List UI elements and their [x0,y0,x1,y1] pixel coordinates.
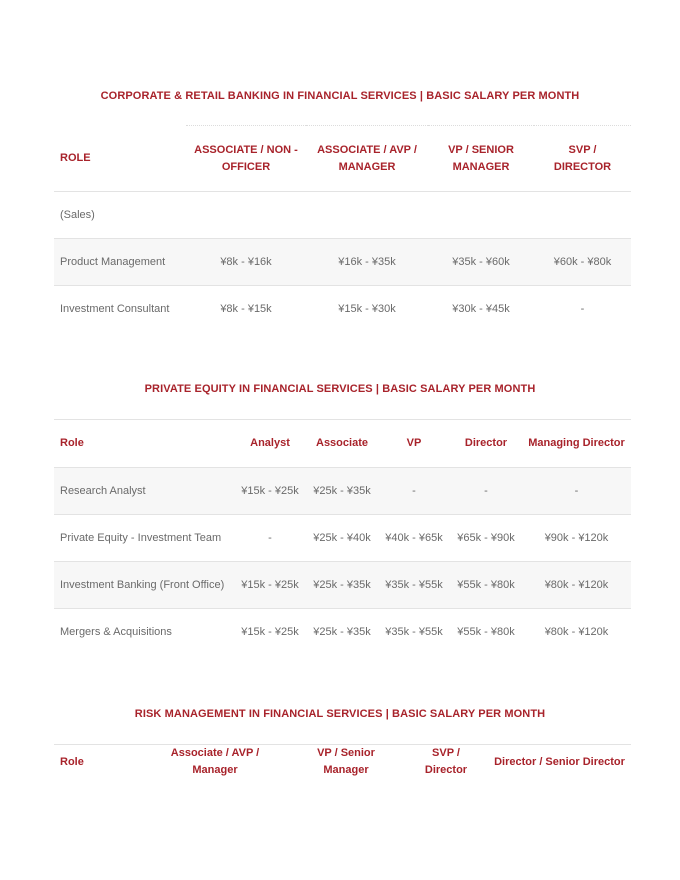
column-header-associate: Associate [306,420,378,468]
column-header-vp-senior-manager: VP / SENIOR MANAGER [428,126,534,192]
salary-cell: ¥25k - ¥40k [306,515,378,562]
table-row [54,468,631,515]
role-cell: Investment Consultant [54,286,186,333]
salary-cell: ¥15k - ¥30k [306,286,428,333]
section-title-corporate-retail-banking: CORPORATE & RETAIL BANKING IN FINANCIAL SERVICES | BASIC SALARY PER MONTH [100,90,580,102]
salary-cell: ¥25k - ¥35k [306,562,378,609]
table-row [54,239,631,286]
salary-cell: ¥16k - ¥35k [306,239,428,286]
salary-cell: ¥80k - ¥120k [522,562,631,609]
salary-cell: ¥15k - ¥25k [234,609,306,656]
salary-cell [306,192,428,239]
table-row [54,192,631,239]
column-header-associate-avp-manager: Associate / AVP / Manager [142,745,288,780]
column-header-vp-senior-manager: VP / Senior Manager [288,745,404,780]
column-header-director: Director [450,420,522,468]
salary-cell: - [234,515,306,562]
salary-cell: ¥15k - ¥25k [234,468,306,515]
column-header-associate-non-officer: ASSOCIATE / NON - OFFICER [186,126,306,192]
role-cell: Private Equity - Investment Team [54,515,234,562]
salary-cell: ¥25k - ¥35k [306,468,378,515]
table-row [54,286,631,333]
private-equity-table [54,419,631,656]
salary-cell: ¥55k - ¥80k [450,562,522,609]
risk-management-table [54,744,631,779]
role-cell: Mergers & Acquisitions [54,609,234,656]
role-cell: Investment Banking (Front Office) [54,562,234,609]
table-row [54,562,631,609]
salary-cell: ¥35k - ¥55k [378,562,450,609]
salary-cell: ¥25k - ¥35k [306,609,378,656]
corporate-retail-banking-table [54,125,631,333]
column-header-managing-director: Managing Director [522,420,631,468]
table-header-row [54,126,631,192]
salary-cell: - [450,468,522,515]
column-header-svp-director: SVP / Director [404,745,488,780]
column-header-director-senior-director: Director / Senior Director [488,745,631,780]
role-cell: Research Analyst [54,468,234,515]
salary-cell: ¥8k - ¥15k [186,286,306,333]
column-header-vp: VP [378,420,450,468]
table-header-row [54,420,631,468]
role-cell: (Sales) [54,192,186,239]
role-cell: Product Management [54,239,186,286]
column-header-role: Role [54,745,142,780]
salary-cell: ¥55k - ¥80k [450,609,522,656]
salary-cell: ¥60k - ¥80k [534,239,631,286]
salary-cell [186,192,306,239]
salary-cell: ¥65k - ¥90k [450,515,522,562]
salary-cell: ¥8k - ¥16k [186,239,306,286]
salary-cell: - [522,468,631,515]
salary-cell: ¥35k - ¥60k [428,239,534,286]
table-row [54,515,631,562]
salary-cell: ¥80k - ¥120k [522,609,631,656]
salary-cell: ¥15k - ¥25k [234,562,306,609]
column-header-role: ROLE [60,152,91,164]
salary-cell: ¥35k - ¥55k [378,609,450,656]
salary-cell [534,192,631,239]
salary-cell: ¥90k - ¥120k [522,515,631,562]
salary-cell: - [378,468,450,515]
salary-cell: ¥30k - ¥45k [428,286,534,333]
section-title-risk-management: RISK MANAGEMENT IN FINANCIAL SERVICES | BASIC SALARY PER MONTH [134,708,546,720]
table-row [54,609,631,656]
salary-cell [428,192,534,239]
column-header-associate-avp-manager: ASSOCIATE / AVP / MANAGER [306,126,428,192]
column-header-analyst: Analyst [234,420,306,468]
salary-cell: ¥40k - ¥65k [378,515,450,562]
column-header-role: Role [54,420,234,468]
table-header-row [54,745,631,780]
section-title-private-equity: PRIVATE EQUITY IN FINANCIAL SERVICES | BASIC SALARY PER MONTH [144,383,536,395]
column-header-svp-director: SVP / DIRECTOR [534,126,631,192]
salary-cell: - [534,286,631,333]
